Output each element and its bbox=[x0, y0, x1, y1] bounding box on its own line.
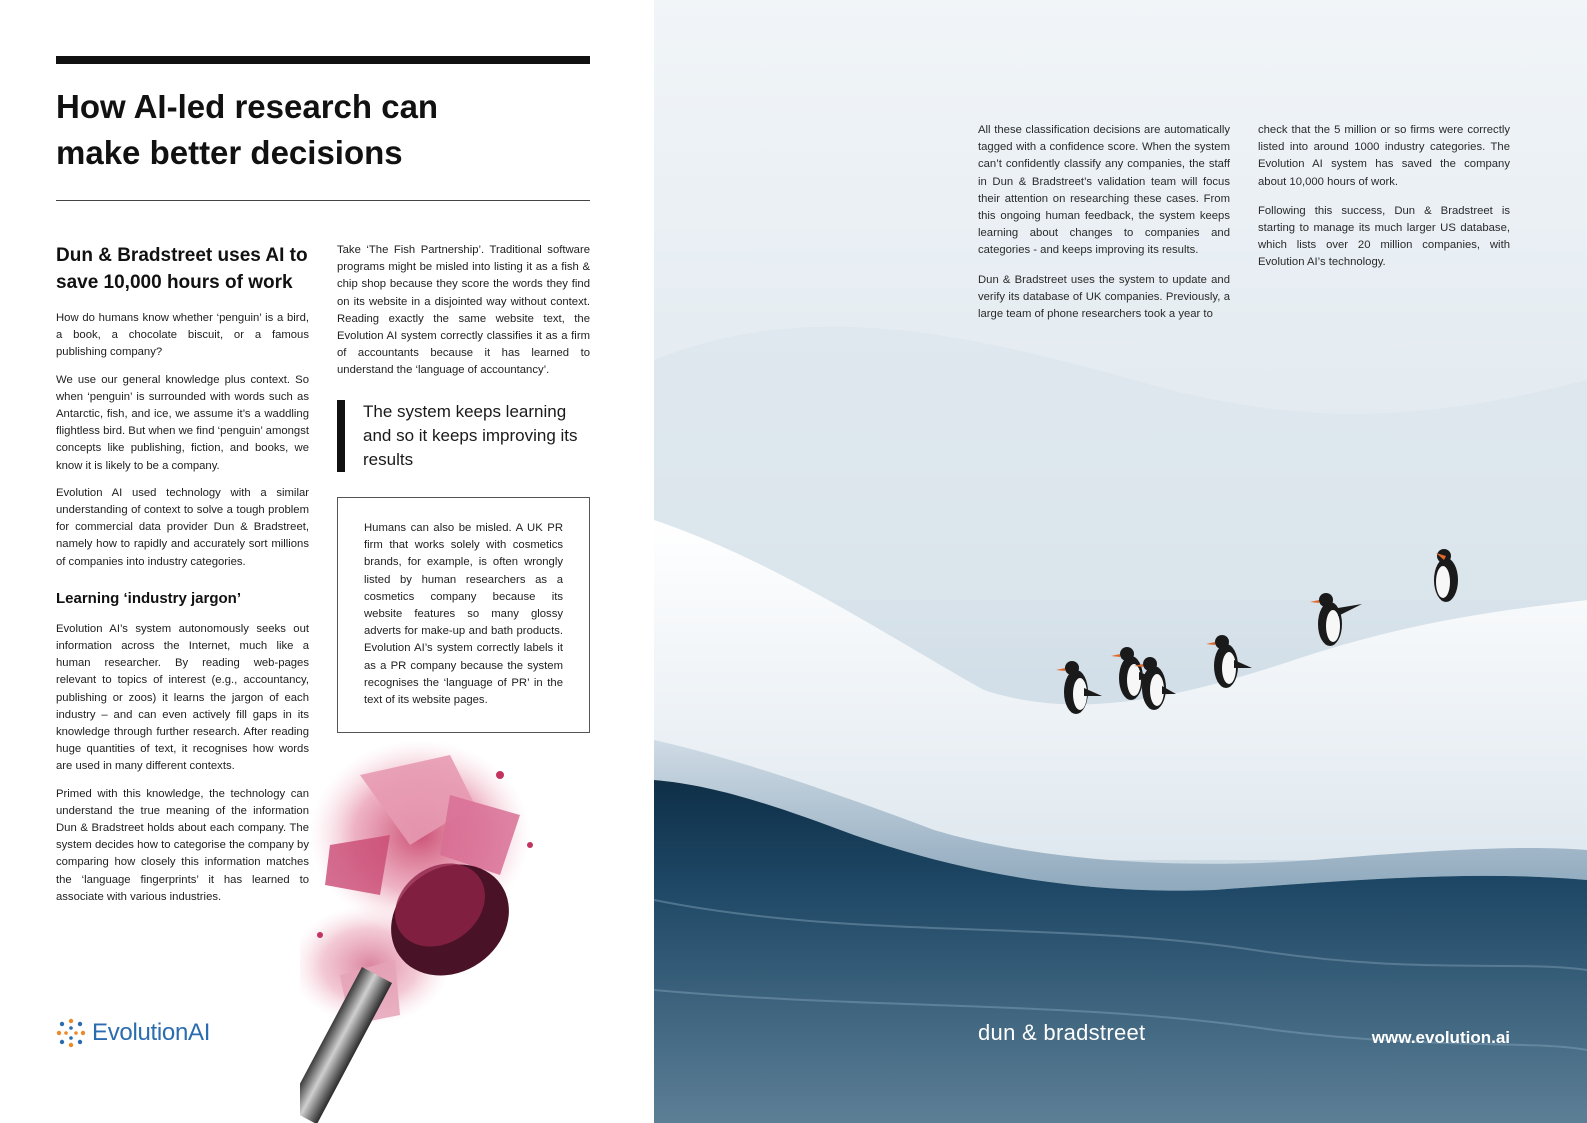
top-rule bbox=[56, 56, 590, 64]
right-column-2 bbox=[1258, 122, 1510, 284]
paragraph: We use our general knowledge plus context. So when ‘penguin’ is surrounded with words such as Antarctic, fish, and ice, we assume it’s a waddling flightless bird. But when we find ‘penguin’ amongst concepts like publishing, fiction, and books, we know it is likely to be a company. bbox=[56, 373, 309, 472]
paragraph: All these classification decisions are automatically tagged with a confidence score. When the system can’t confidently classify any companies, the staff in Dun & Bradstreet’s validation team will focus their attention on researching these cases. From this ongoing human feedback, the system keeps learning about changes to companies and categories - and keeps improving its results. bbox=[978, 124, 1230, 257]
website-url: www.evolution.ai bbox=[1371, 1028, 1510, 1047]
right-page bbox=[654, 0, 1587, 1123]
evolution-dots-icon bbox=[56, 1018, 86, 1048]
makeup-brush-illustration bbox=[300, 735, 600, 1123]
evolution-ai-logo bbox=[56, 1018, 210, 1048]
left-page bbox=[0, 0, 660, 1123]
article-column-2 bbox=[337, 242, 590, 390]
article-subheading: Dun & Bradstreet uses AI to save 10,000 hours of work bbox=[56, 245, 308, 293]
article-column-1 bbox=[56, 242, 309, 916]
title-line-2: make better decisions bbox=[56, 134, 403, 171]
dun-bradstreet-logo: dun & bradstreet bbox=[978, 1020, 1146, 1045]
callout-box bbox=[337, 497, 590, 733]
page-title bbox=[56, 84, 590, 176]
paragraph: Take ‘The Fish Partnership’. Traditional software programs might be misled into listing it as a fish & chip shop because they score the words they find on its website in a disjointed way without context. Reading exactly the same website text, the Evolution AI system correctly classifies it as a firm of accountants because it has learned to understand the ‘language of accountancy’. bbox=[337, 244, 590, 377]
paragraph: Primed with this knowledge, the technology can understand the true meaning of the information Dun & Bradstreet holds about each company. The system decides how to categorise the company by comparing how closely this information matches the ‘language fingerprints’ it has learned to associate with various industries. bbox=[56, 787, 309, 903]
title-line-1: How AI-led research can bbox=[56, 88, 439, 125]
paragraph: How do humans know whether ‘penguin’ is a bird, a book, a chocolate biscuit, or a famous publishing company? bbox=[56, 312, 309, 359]
section-heading: Learning ‘industry jargon’ bbox=[56, 589, 242, 607]
pull-quote: The system keeps learning and so it keeps improving its results bbox=[337, 400, 590, 472]
right-column-1 bbox=[978, 122, 1230, 335]
paragraph: Evolution AI’s system autonomously seeks out information across the Internet, much like a human researcher. By reading web-pages relevant to topics of interest (e.g., accountancy, publishing or zoos) it learns the jargon of each industry – and can even actively fill gaps in its knowledge through further research. After reading huge quantities of text, it recognises how words are used in many different contexts. bbox=[56, 622, 309, 773]
paragraph: Evolution AI used technology with a similar understanding of context to solve a tough problem for commercial data provider Dun & Bradstreet, namely how to rapidly and accurately sort millions of companies into industry categories. bbox=[56, 486, 309, 568]
paragraph: check that the 5 million or so firms were correctly listed into around 1000 industry categories. The Evolution AI system has saved the company about 10,000 hours of work. bbox=[1258, 124, 1510, 188]
paragraph: Following this success, Dun & Bradstreet is starting to manage its much larger US database, which lists over 20 million companies, with Evolution AI’s technology. bbox=[1258, 204, 1510, 269]
evolution-ai-logo-text: EvolutionAI bbox=[92, 1019, 211, 1046]
title-divider bbox=[56, 200, 590, 201]
paragraph: Dun & Bradstreet uses the system to update and verify its database of UK companies. Previously, a large team of phone researchers took a year to bbox=[978, 273, 1230, 321]
callout-text: Humans can also be misled. A UK PR firm that works solely with cosmetics brands, for example, is often wrongly listed by human researchers as a cosmetics company because its website features so many glossy adverts for make-up and bath products. Evolution AI’s system correctly labels it as a PR company because the system recognises the ‘language of PR’ in the text of its website pages. bbox=[364, 522, 563, 707]
